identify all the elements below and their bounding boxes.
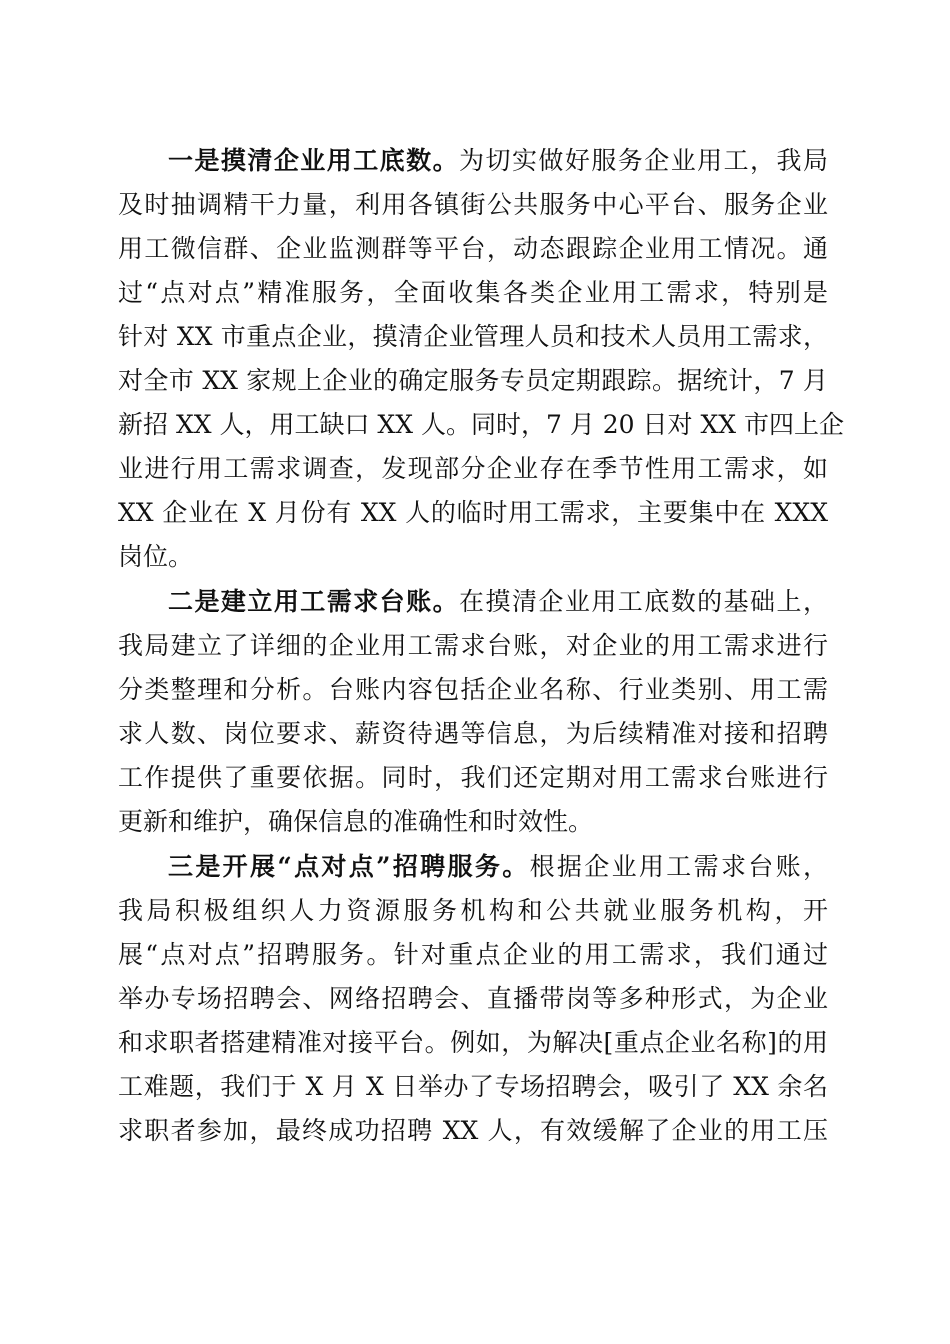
text-line: 岗位。 [118,542,194,571]
text-line: 工作提供了重要依据。同时，我们还定期对用工需求台账进行 [118,763,828,792]
text-line: 举办专场招聘会、网络招聘会、直播带岗等多种形式，为企业 [118,984,828,1013]
text-line: 业进行用工需求调查，发现部分企业存在季节性用工需求，如 [118,454,828,483]
line-text: 为切实做好服务企业用工，我局 [459,146,828,175]
text-line: 过“点对点”精准服务，全面收集各类企业用工需求，特别是 [118,278,828,307]
text-line: 用工微信群、企业监测群等平台，动态跟踪企业用工情况。通 [118,234,828,263]
text-line: 求人数、岗位要求、薪资待遇等信息，为后续精准对接和招聘 [118,719,828,748]
text-line: 工难题，我们于 X 月 X 日举办了专场招聘会，吸引了 XX 余名 [118,1072,828,1101]
text-line: 和求职者搭建精准对接平台。例如，为解决[重点企业名称]的用 [118,1028,828,1057]
text-line [168,582,828,622]
text-line: 分类整理和分析。台账内容包括企业名称、行业类别、用工需 [118,675,828,704]
paragraph-heading: 三是开展“点对点”招聘服务。 [168,852,530,881]
paragraph-heading: 二是建立用工需求台账。 [168,587,460,616]
line-text: 在摸清企业用工底数的基础上， [459,587,828,616]
text-line: 我局积极组织人力资源服务机构和公共就业服务机构，开 [118,896,828,925]
text-line: 对全市 XX 家规上企业的确定服务专员定期跟踪。据统计，7 月 [118,366,828,395]
text-line: 求职者参加，最终成功招聘 XX 人，有效缓解了企业的用工压 [118,1116,828,1145]
text-line: XX 企业在 X 月份有 XX 人的临时用工需求，主要集中在 XXX [118,498,828,527]
text-line: 更新和维护，确保信息的准确性和时效性。 [118,807,594,836]
text-line: 针对 XX 市重点企业，摸清企业管理人员和技术人员用工需求， [118,322,828,351]
text-line: 及时抽调精干力量，利用各镇街公共服务中心平台、服务企业 [118,190,828,219]
line-text: 根据企业用工需求台账， [529,852,828,881]
text-line [168,141,828,181]
text-line: 新招 XX 人，用工缺口 XX 人。同时，7 月 20 日对 XX 市四上企 [118,410,845,439]
text-line: 我局建立了详细的企业用工需求台账，对企业的用工需求进行 [118,631,828,660]
paragraph-heading: 一是摸清企业用工底数。 [168,146,460,175]
text-line [168,847,828,887]
text-line: 展“点对点”招聘服务。针对重点企业的用工需求，我们通过 [118,940,828,969]
